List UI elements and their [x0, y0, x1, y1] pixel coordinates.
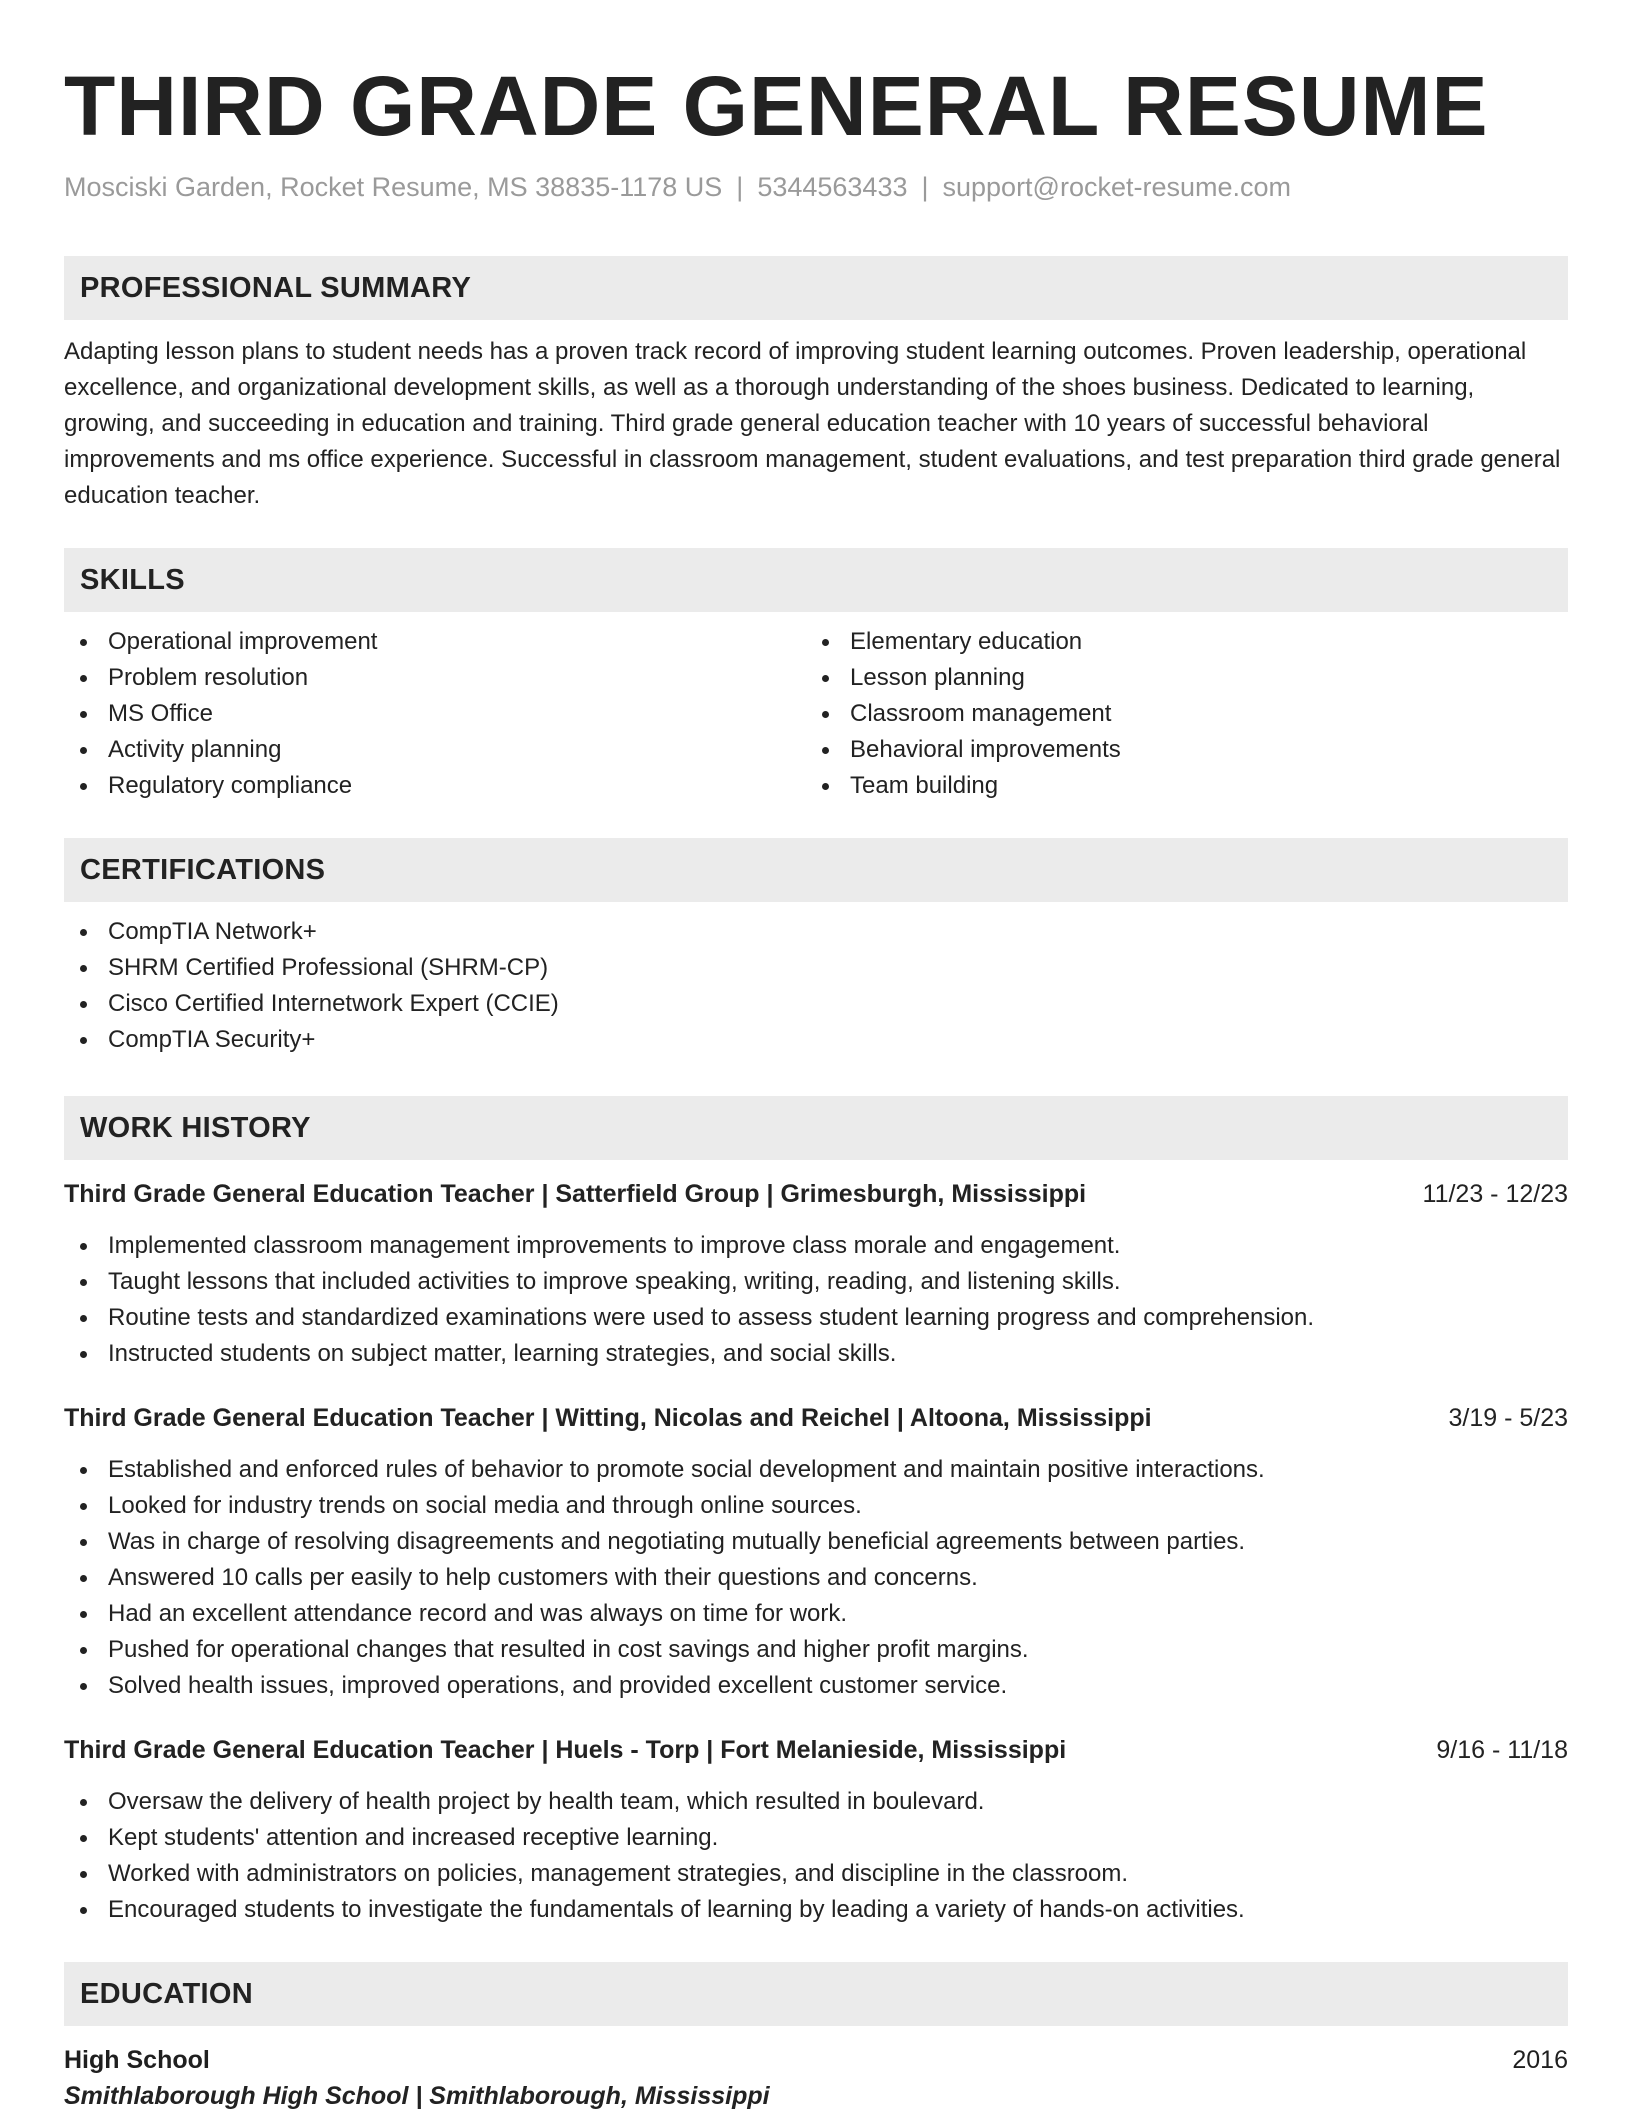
job-header [64, 1176, 1568, 1212]
job-bullet: Instructed students on subject matter, learning strategies, and social skills. [64, 1336, 1568, 1372]
job-bullet: Taught lessons that included activities to improve speaking, writing, reading, and listening skills. [64, 1264, 1568, 1300]
skill-item: Operational improvement [64, 624, 806, 660]
skill-item: Lesson planning [806, 660, 1548, 696]
job-bullet: Kept students' attention and increased receptive learning. [64, 1820, 1568, 1856]
skill-item: Team building [806, 768, 1548, 804]
skills-list [64, 612, 1568, 804]
skill-item: MS Office [64, 696, 806, 732]
resume-title: THIRD GRADE GENERAL RESUME [64, 59, 1489, 153]
contact-separator: | [736, 172, 744, 202]
job-bullet: Solved health issues, improved operations, and provided excellent customer service. [64, 1668, 1568, 1704]
job-bullet: Had an excellent attendance record and was always on time for work. [64, 1596, 1568, 1632]
contact-email: support@rocket-resume.com [942, 172, 1292, 202]
skill-item: Elementary education [806, 624, 1548, 660]
section-heading-education: EDUCATION [64, 1962, 1568, 2026]
education-header [64, 2042, 1568, 2078]
skills-column-left [64, 624, 806, 804]
job-bullet: Pushed for operational changes that resulted in cost savings and higher profit margins. [64, 1632, 1568, 1668]
job-title: Third Grade General Education Teacher | Huels - Torp | Fort Melanieside, Mississippi [64, 1736, 1067, 1764]
certification-item: CompTIA Network+ [64, 914, 1568, 950]
job-bullet: Was in charge of resolving disagreements and negotiating mutually beneficial agreements between parties. [64, 1524, 1568, 1560]
job-bullet: Encouraged students to investigate the fundamentals of learning by leading a variety of hands-on activities. [64, 1892, 1568, 1928]
job-dates: 3/19 - 5/23 [1448, 1404, 1568, 1432]
job-title: Third Grade General Education Teacher | Satterfield Group | Grimesburgh, Mississippi [64, 1180, 1087, 1208]
job-bullet: Oversaw the delivery of health project by health team, which resulted in boulevard. [64, 1784, 1568, 1820]
education-degree: High School [64, 2046, 210, 2074]
job-bullet: Worked with administrators on policies, management strategies, and discipline in the classroom. [64, 1856, 1568, 1892]
skill-item: Regulatory compliance [64, 768, 806, 804]
job-bullets [64, 1784, 1568, 1928]
job-bullet: Looked for industry trends on social media and through online sources. [64, 1488, 1568, 1524]
summary-text: Adapting lesson plans to student needs has a proven track record of improving student learning outcomes. Proven leadership, operational excellence, and organizational development skills, as well as a thorough understanding of the shoes business. Dedicated to learning, growing, and succeeding in education and training. Third grade general education teacher with 10 years of successful behavioral improvements and ms office experience. Successful in classroom management, student evaluations, and test preparation third grade general education teacher. [64, 338, 1561, 509]
resume-page [64, 0, 1568, 2114]
job-header [64, 1400, 1568, 1436]
contact-phone: 5344563433 [757, 172, 908, 202]
job-bullets [64, 1452, 1568, 1704]
job-bullets [64, 1228, 1568, 1372]
certifications-list [64, 914, 1568, 1058]
skill-item: Classroom management [806, 696, 1548, 732]
certification-item: CompTIA Security+ [64, 1022, 1568, 1058]
job-entry [64, 1176, 1568, 1372]
contact-address: Mosciski Garden, Rocket Resume, MS 38835-1178 US [64, 172, 723, 202]
certification-item: Cisco Certified Internetwork Expert (CCIE) [64, 986, 1568, 1022]
education-year: 2016 [1512, 2046, 1568, 2074]
section-heading-skills: SKILLS [64, 548, 1568, 612]
skill-item: Activity planning [64, 732, 806, 768]
contact-line [64, 170, 1568, 204]
certification-item: SHRM Certified Professional (SHRM-CP) [64, 950, 1568, 986]
job-bullet: Established and enforced rules of behavior to promote social development and maintain positive interactions. [64, 1452, 1568, 1488]
section-heading-work-history: WORK HISTORY [64, 1096, 1568, 1160]
education-school: Smithlaborough High School | Smithlaborough, Mississippi [64, 2082, 770, 2110]
job-dates: 9/16 - 11/18 [1436, 1736, 1568, 1764]
skills-column-right [806, 624, 1548, 804]
job-dates: 11/23 - 12/23 [1422, 1180, 1568, 1208]
job-entry [64, 1732, 1568, 1928]
contact-separator: | [921, 172, 929, 202]
job-header [64, 1732, 1568, 1768]
skill-item: Problem resolution [64, 660, 806, 696]
job-title: Third Grade General Education Teacher | Witting, Nicolas and Reichel | Altoona, Mississippi [64, 1404, 1152, 1432]
job-entry [64, 1400, 1568, 1704]
skill-item: Behavioral improvements [806, 732, 1548, 768]
section-heading-certifications: CERTIFICATIONS [64, 838, 1568, 902]
job-bullet: Routine tests and standardized examinations were used to assess student learning progress and comprehension. [64, 1300, 1568, 1336]
job-bullet: Implemented classroom management improvements to improve class morale and engagement. [64, 1228, 1568, 1264]
job-bullet: Answered 10 calls per easily to help customers with their questions and concerns. [64, 1560, 1568, 1596]
section-heading-summary: PROFESSIONAL SUMMARY [64, 256, 1568, 320]
